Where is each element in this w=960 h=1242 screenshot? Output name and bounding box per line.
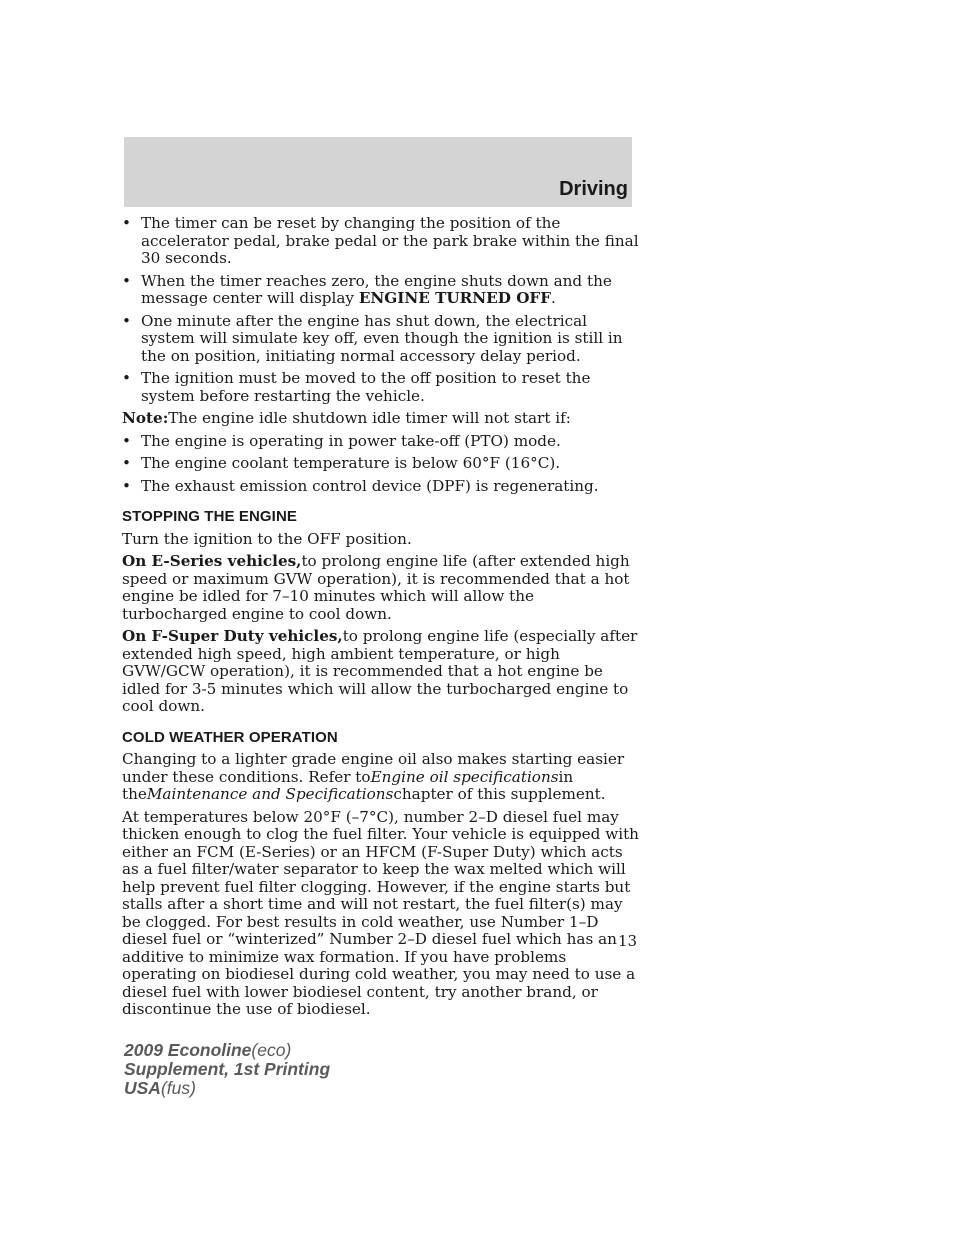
f-series-text: to prolong engine life (especially after extended high speed, high ambient temperature, or high GVW/GCW operation), it is recommended that a hot engine be idled for 3-5 minutes which will allow the turbocharged engine to cool down.	[122, 627, 638, 715]
footer-model: 2009 Econoline	[124, 1040, 252, 1060]
heading-stopping-engine: STOPPING THE ENGINE	[122, 508, 297, 525]
e-series-text: to prolong engine life (after extended high speed or maximum GVW operation), it is recommended that a hot engine be idled for 7–10 minutes which will allow the turbocharged engine to cool down.	[122, 552, 630, 623]
bullet-text: The engine is operating in power take-off (PTO) mode.	[141, 431, 561, 450]
e-series-paragraph	[122, 553, 642, 623]
footer-line-2: Supplement, 1st Printing	[124, 1059, 331, 1079]
note-text: The engine idle shutdown idle timer will not start if:	[168, 409, 571, 427]
bullet-icon: •	[122, 369, 131, 387]
f-series-paragraph	[122, 628, 642, 716]
bullet-text: The ignition must be moved to the off position to reset the system before restarting the vehicle.	[141, 369, 591, 405]
footer-line-3	[124, 1079, 330, 1098]
bullet-text-end: .	[551, 289, 556, 307]
cold-p1-text: Changing to a lighter grade engine oil also makes starting easier under these conditions. Refer to	[122, 750, 625, 786]
bullet-text: The exhaust emission control device (DPF) is regenerating.	[141, 476, 599, 495]
link-ref-engine-oil: Engine oil specifications	[370, 767, 559, 786]
bullet-icon: •	[122, 431, 131, 450]
cold-paragraph-1	[122, 751, 642, 804]
note-paragraph	[122, 410, 642, 428]
page-content	[122, 215, 642, 1024]
bullet-item	[122, 455, 642, 473]
bullet-item	[122, 433, 642, 451]
bullet-item	[122, 478, 642, 496]
cold-p1-text: in the	[122, 767, 574, 803]
link-ref-maintenance: Maintenance and Specifications	[146, 785, 394, 803]
bullet-text: One minute after the engine has shut down, the electrical system will simulate key off, even though the ignition is still in the on position, initiating normal accessory delay period.	[141, 311, 623, 365]
footer-model-code: (eco)	[251, 1040, 292, 1060]
e-series-label: On E-Series vehicles,	[122, 552, 302, 570]
cold-p1-text: chapter of this supplement.	[393, 785, 606, 803]
bullet-text: The timer can be reset by changing the position of the accelerator pedal, brake pedal or the park brake within the final 30 seconds.	[141, 214, 639, 267]
bullet-item	[122, 313, 642, 366]
section-header-band	[124, 137, 632, 207]
stopping-intro: Turn the ignition to the OFF position.	[122, 529, 412, 548]
f-series-label: On F-Super Duty vehicles,	[122, 627, 343, 645]
bullet-icon: •	[122, 311, 131, 330]
cold-paragraph-2: At temperatures below 20°F (–7°C), number 2–D diesel fuel may thicken enough to clog the fuel filter. Your vehicle is equipped with either an FCM (E-Series) or an HFCM (F-Super Duty) which acts as a fuel filter/water separator to keep the wax melted which will help prevent fuel filter clogging. However, if the engine starts but stalls after a short time and will not restart, the fuel filter(s) may be clogged. For best results in cold weather, use Number 1–D diesel fuel or “winterized” Number 2–D diesel fuel which has an additive to minimize wax formation. If you have problems operating on biodiesel during cold weather, you may need to use a diesel fuel with lower biodiesel content, try another brand, or discontinue the use of biodiesel.	[122, 807, 639, 1018]
footer-market-code: (fus)	[160, 1078, 196, 1098]
bullet-text: The engine coolant temperature is below 60°F (16°C).	[141, 454, 561, 472]
footer-line-1	[124, 1041, 330, 1060]
bullet-item	[122, 370, 642, 405]
footer-print-info	[124, 1041, 330, 1098]
bullet-icon: •	[122, 214, 131, 232]
bullet-text: When the timer reaches zero, the engine shuts down and the message center will display	[141, 271, 612, 307]
bullet-icon: •	[122, 476, 131, 495]
bullet-icon: •	[122, 271, 131, 290]
page-number: 13	[618, 932, 638, 950]
message-text: ENGINE TURNED OFF	[358, 289, 552, 307]
bullet-item	[122, 273, 642, 308]
heading-cold-weather: COLD WEATHER OPERATION	[122, 728, 338, 746]
bullet-item	[122, 215, 642, 268]
footer-market: USA	[124, 1078, 161, 1098]
note-label: Note:	[122, 409, 169, 427]
bullet-icon: •	[122, 454, 131, 472]
section-title: Driving	[559, 178, 628, 200]
